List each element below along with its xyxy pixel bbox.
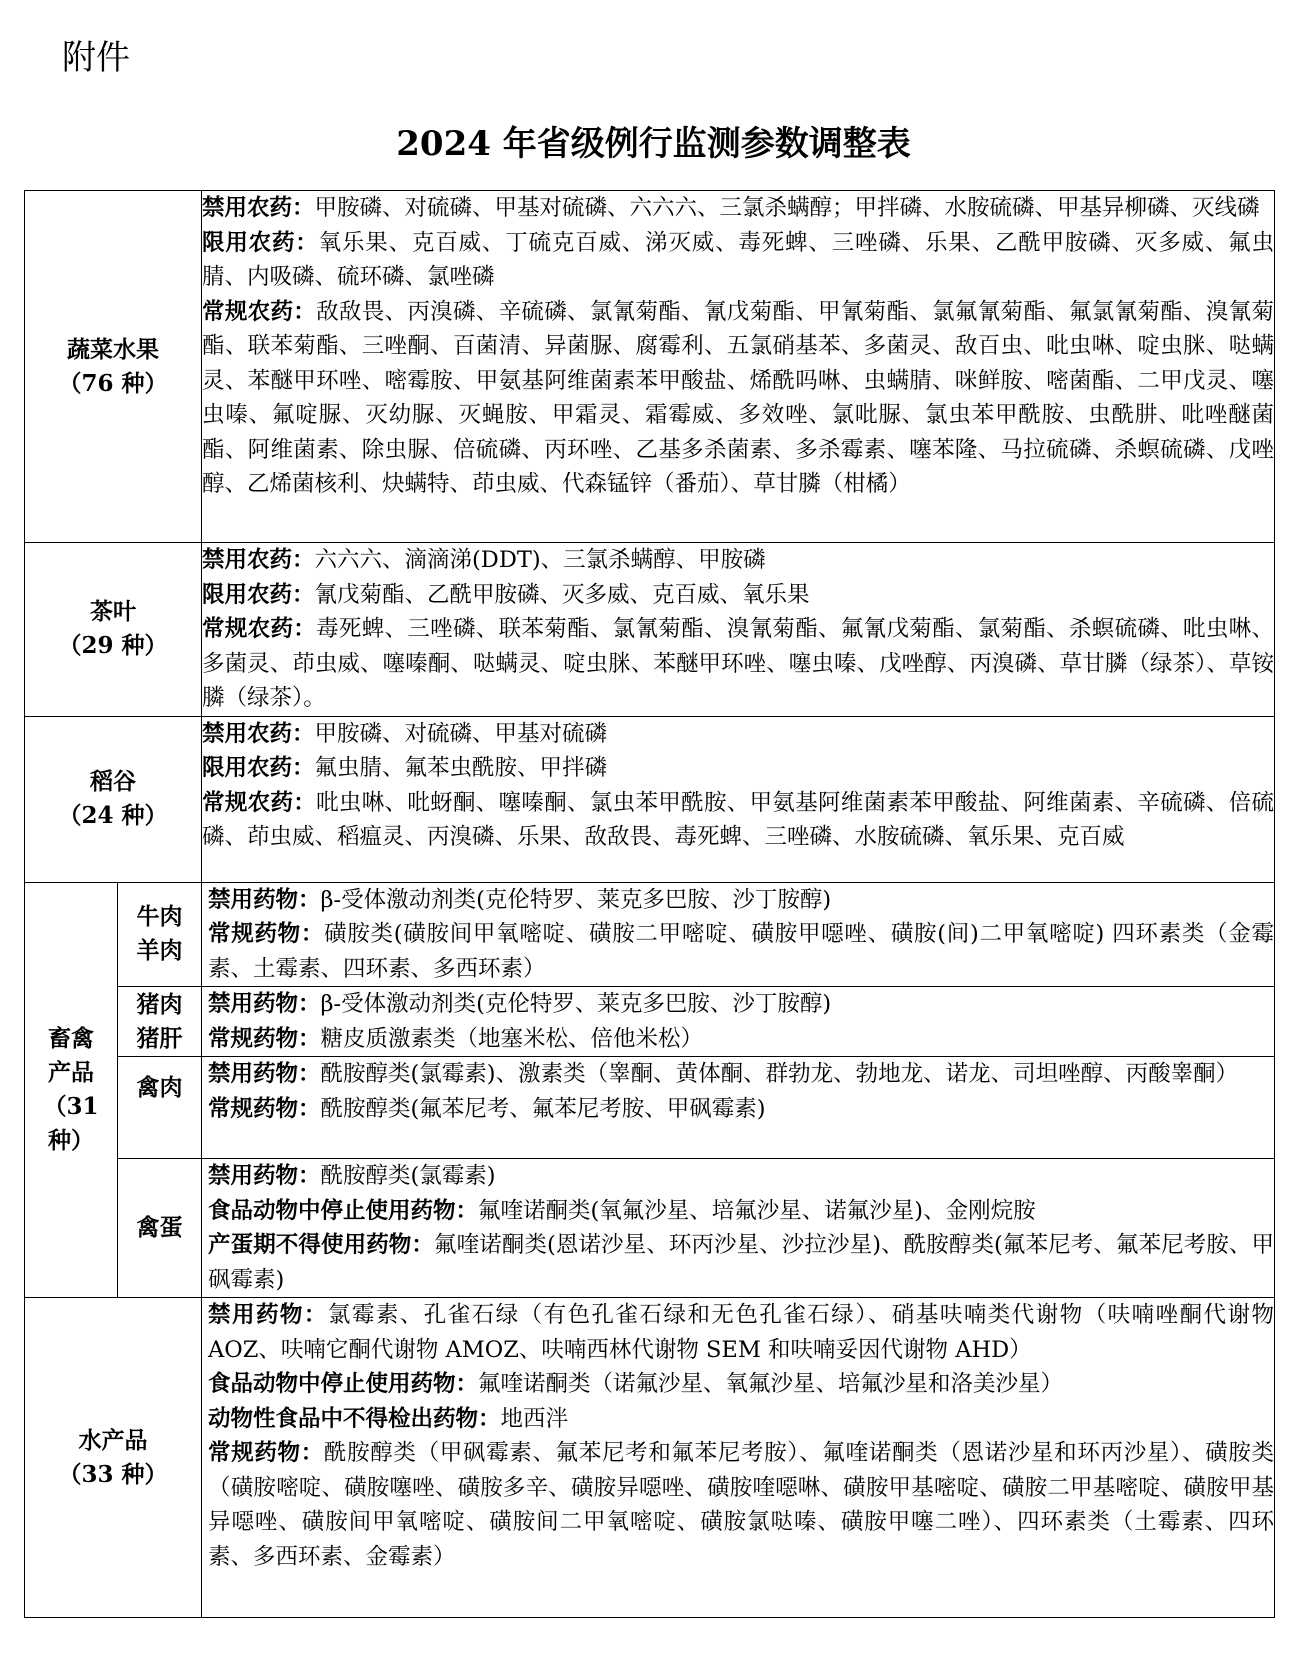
undetectable-list: 地西泮 (500, 1405, 569, 1432)
subcategory-line2: 猪肝 (136, 1024, 183, 1052)
table-row-pork-liver (25, 987, 1275, 1057)
content-cell-beef (202, 882, 1275, 987)
banned-drugs (208, 1057, 1274, 1092)
category-name-line1: 畜禽 (48, 1024, 94, 1052)
banned-label: 禁用农药： (202, 547, 315, 573)
table-row-aquatic (25, 1298, 1275, 1618)
banned-label: 禁用药物： (208, 886, 321, 913)
restricted-list: 氧乐果、克百威、丁硫克百威、涕灭威、毒死蜱、三唑磷、乐果、乙酰甲胺磷、灭多威、氟虫腈、内吸磷、硫环磷、氯唑磷 (202, 229, 1274, 290)
table-row-eggs (25, 1159, 1275, 1298)
banned-drugs (208, 987, 1274, 1022)
restricted-pesticides (202, 226, 1274, 295)
banned-label: 禁用农药： (202, 195, 315, 221)
undetectable-label: 动物性食品中不得检出药物： (208, 1405, 501, 1432)
regular-list: 毒死蜱、三唑磷、联苯菊酯、氯氰菊酯、溴氰菊酯、氟氰戊菊酯、氯菊酯、杀螟硫磷、吡虫啉、多菌灵、茚虫威、噻嗪酮、哒螨灵、啶虫脒、苯醚甲环唑、噻虫嗪、戊唑醇、丙溴磷、草甘膦（绿茶）、草铵膦（绿茶）。 (202, 616, 1275, 711)
restricted-label: 限用农药： (202, 229, 319, 256)
category-count: （33 种） (58, 1460, 168, 1488)
regular-pesticides (202, 612, 1274, 716)
regular-list: 酰胺醇类（甲砜霉素、氟苯尼考和氟苯尼考胺）、氟喹诺酮类（恩诺沙星和环丙沙星）、磺胺类（磺胺嘧啶、磺胺噻唑、磺胺多辛、磺胺异噁唑、磺胺喹噁啉、磺胺甲基嘧啶、磺胺二甲基嘧啶、磺胺甲基异噁唑、磺胺间甲氧嘧啶、磺胺间二甲氧嘧啶、磺胺氯哒嗪、磺胺甲噻二唑）、四环素类（土霉素、四环素、多西环素、金霉素） (208, 1440, 1275, 1570)
regular-pesticides (202, 295, 1274, 502)
category-name: 茶叶 (90, 598, 136, 626)
regular-label: 常规药物： (208, 1440, 324, 1466)
banned-list: β-受体激动剂类(克伦特罗、莱克多巴胺、沙丁胺醇) (320, 886, 832, 913)
regular-label: 常规农药： (202, 616, 317, 642)
content-cell-pork (202, 987, 1275, 1057)
content-cell-tea (202, 543, 1275, 717)
regular-label: 常规药物： (208, 1025, 321, 1052)
banned-list: 甲胺磷、对硫磷、甲基对硫磷、六六六、三氯杀螨醇；甲拌磷、水胺硫磷、甲基异柳磷、灭线磷 (314, 195, 1260, 221)
restricted-pesticides (202, 751, 1274, 786)
stopped-label: 食品动物中停止使用药物： (208, 1371, 479, 1397)
restricted-label: 限用农药： (202, 581, 315, 608)
table-row-rice (25, 716, 1275, 882)
category-cell-aquatic (25, 1298, 202, 1618)
content-cell-vegetables (202, 191, 1275, 543)
banned-label: 禁用药物： (208, 991, 321, 1017)
banned-list: 酰胺醇类(氯霉素)、激素类（睾酮、黄体酮、群勃龙、勃地龙、诺龙、司坦唑醇、丙酸睾酮） (320, 1061, 1239, 1087)
category-count: （31 种） (43, 1092, 99, 1154)
category-cell-livestock (25, 882, 118, 1298)
restricted-pesticides (202, 578, 1274, 613)
content-cell-rice (202, 716, 1275, 882)
banned-list: 甲胺磷、对硫磷、甲基对硫磷 (314, 720, 608, 747)
banned-list: 氯霉素、孔雀石绿（有色孔雀石绿和无色孔雀石绿）、硝基呋喃类代谢物（呋喃唑酮代谢物 AOZ、呋喃它酮代谢物 AMOZ、呋喃西林代谢物 SEM 和呋喃妥因代谢物 AHD） (208, 1302, 1274, 1363)
table-row-vegetables (25, 191, 1275, 543)
banned-list: β-受体激动剂类(克伦特罗、莱克多巴胺、沙丁胺醇) (320, 991, 832, 1017)
banned-pesticides (202, 191, 1274, 226)
regular-pesticides (202, 786, 1274, 855)
banned-label: 禁用药物： (208, 1163, 321, 1189)
stopped-list: 氟喹诺酮类(氧氟沙星、培氟沙星、诺氟沙星)、金刚烷胺 (478, 1197, 1036, 1224)
stopped-drugs (208, 1194, 1274, 1229)
monitoring-parameters-table (24, 190, 1275, 1618)
banned-label: 禁用药物： (208, 1302, 328, 1328)
banned-drugs (208, 883, 1274, 918)
category-count: （24 种） (58, 802, 168, 829)
category-cell-vegetables (25, 191, 202, 543)
category-count: （76 种） (58, 369, 168, 397)
content-cell-poultry (202, 1057, 1275, 1159)
table-row-poultry (25, 1057, 1275, 1159)
subcategory-cell-eggs (118, 1159, 202, 1298)
undetectable-drugs (208, 1402, 1274, 1437)
subcategory-cell-beef (118, 882, 202, 987)
table-row-tea (25, 543, 1275, 717)
category-cell-rice (25, 716, 202, 882)
document-title: 2024 年省级例行监测参数调整表 (396, 124, 911, 164)
banned-pesticides (202, 543, 1274, 578)
banned-pesticides (202, 717, 1274, 752)
regular-drugs (208, 1092, 1274, 1127)
attachment-label: 附件 (62, 38, 130, 78)
subcategory-line1: 猪肉 (136, 990, 183, 1018)
banned-label: 禁用药物： (208, 1061, 321, 1087)
content-cell-aquatic (202, 1298, 1275, 1618)
regular-label: 常规药物： (208, 921, 325, 947)
stopped-list: 氟喹诺酮类（诺氟沙星、氧氟沙星、培氟沙星和洛美沙星） (478, 1371, 1064, 1397)
category-name: 稻谷 (90, 768, 136, 795)
regular-list: 酰胺醇类(氟苯尼考、氟苯尼考胺、甲砜霉素) (320, 1095, 766, 1122)
banned-list: 六六六、滴滴涕(DDT)、三氯杀螨醇、甲胺磷 (314, 547, 766, 573)
regular-list: 糖皮质激素类（地塞米松、倍他米松） (320, 1025, 704, 1052)
subcategory-name: 禽肉 (136, 1074, 183, 1101)
regular-drugs (208, 1022, 1274, 1057)
category-name: 蔬菜水果 (67, 335, 159, 363)
laying-period-drugs (208, 1228, 1274, 1297)
table-row-beef-mutton (25, 882, 1275, 987)
subcategory-cell-pork (118, 987, 202, 1057)
category-name-line2: 产品 (48, 1058, 94, 1086)
category-count: （29 种） (58, 632, 168, 660)
category-name: 水产品 (78, 1426, 148, 1454)
banned-drugs (208, 1159, 1274, 1194)
content-cell-eggs (202, 1159, 1275, 1298)
regular-list: 磺胺类(磺胺间甲氧嘧啶、磺胺二甲嘧啶、磺胺甲噁唑、磺胺(间)二甲氧嘧啶) 四环素类（金霉素、土霉素、四环素、多西环素） (208, 921, 1274, 982)
banned-drugs (208, 1298, 1274, 1367)
banned-label: 禁用农药： (202, 720, 315, 747)
regular-drugs (208, 917, 1274, 986)
subcategory-name: 禽蛋 (136, 1214, 183, 1241)
subcategory-line1: 牛肉 (136, 903, 183, 931)
regular-label: 常规药物： (208, 1095, 321, 1122)
restricted-list: 氟虫腈、氟苯虫酰胺、甲拌磷 (314, 755, 608, 781)
restricted-label: 限用农药： (202, 755, 315, 781)
regular-label: 常规农药： (202, 298, 317, 325)
banned-list: 酰胺醇类(氯霉素) (320, 1163, 496, 1189)
subcategory-cell-poultry (118, 1057, 202, 1159)
regular-list: 吡虫啉、吡蚜酮、噻嗪酮、氯虫苯甲酰胺、甲氨基阿维菌素苯甲酸盐、阿维菌素、辛硫磷、倍硫磷、茚虫威、稻瘟灵、丙溴磷、乐果、敌敌畏、毒死蜱、三唑磷、水胺硫磷、氧乐果、克百威 (202, 789, 1274, 850)
stopped-drugs (208, 1367, 1274, 1402)
regular-label: 常规农药： (202, 789, 317, 816)
restricted-list: 氰戊菊酯、乙酰甲胺磷、灭多威、克百威、氧乐果 (314, 581, 810, 608)
laying-label: 产蛋期不得使用药物： (208, 1232, 434, 1258)
stopped-label: 食品动物中停止使用药物： (208, 1197, 479, 1224)
regular-list: 敌敌畏、丙溴磷、辛硫磷、氯氰菊酯、氰戊菊酯、甲氰菊酯、氯氟氰菊酯、氟氯氰菊酯、溴氰菊酯、联苯菊酯、三唑酮、百菌清、异菌脲、腐霉利、五氯硝基苯、多菌灵、敌百虫、吡虫啉、啶虫脒、哒螨灵、苯醚甲环唑、嘧霉胺、甲氨基阿维菌素苯甲酸盐、烯酰吗啉、虫螨腈、咪鲜胺、嘧菌酯、二甲戊灵、噻虫嗪、氟啶脲、灭幼脲、灭蝇胺、甲霜灵、霜霉威、多效唑、氯吡脲、氯虫苯甲酰胺、虫酰肼、吡唑醚菌酯、阿维菌素、除虫脲、倍硫磷、丙环唑、乙基多杀菌素、多杀霉素、噻苯隆、马拉硫磷、杀螟硫磷、戊唑醇、乙烯菌核利、炔螨特、茚虫威、代森锰锌（番茄）、草甘膦（柑橘） (202, 298, 1275, 497)
laying-list: 氟喹诺酮类(恩诺沙星、环丙沙星、沙拉沙星)、酰胺醇类(氟苯尼考、氟苯尼考胺、甲砜霉素) (208, 1232, 1274, 1293)
subcategory-line2: 羊肉 (136, 937, 183, 965)
regular-drugs (208, 1436, 1274, 1574)
category-cell-tea (25, 543, 202, 717)
